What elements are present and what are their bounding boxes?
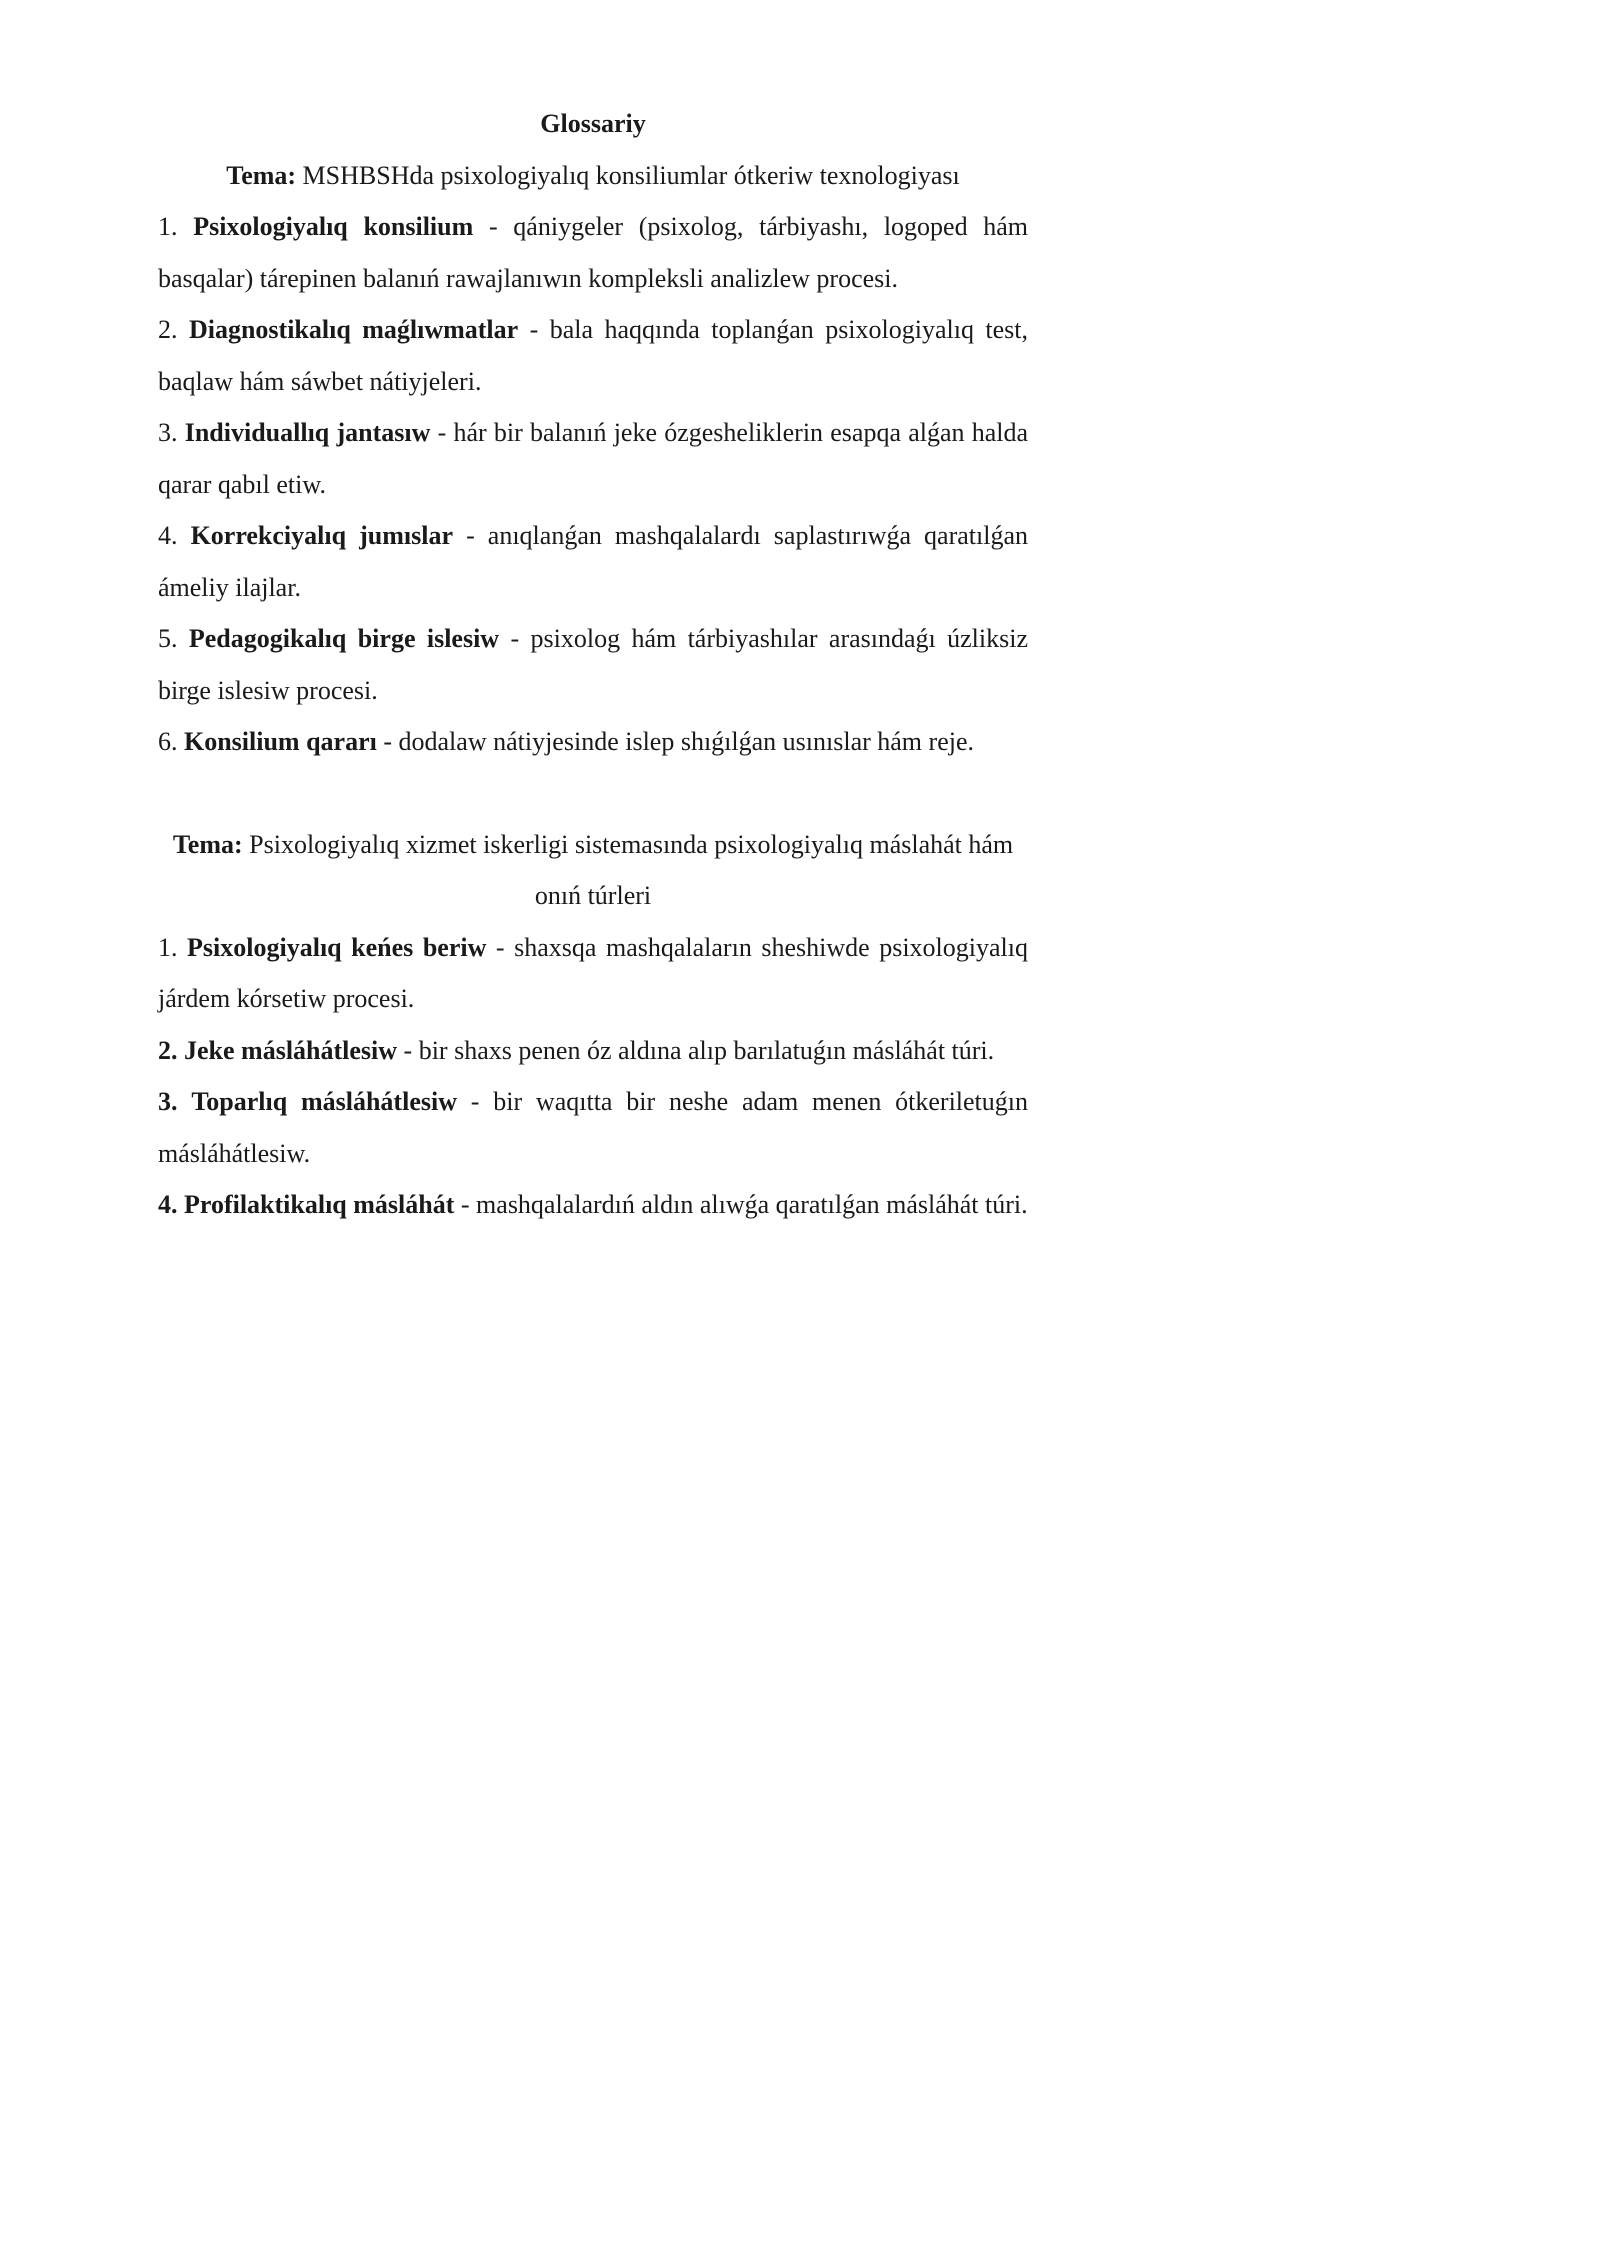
entry-number: 1. xyxy=(158,212,178,241)
entry-term: Jeke másláhátlesiw xyxy=(184,1035,398,1065)
entry-number: 4. xyxy=(158,1190,178,1219)
entry-term: Konsilium qararı xyxy=(184,727,377,756)
entry-definition: - shaxsqa mashqalaların sheshiwde psixologiyalıq járdem kórsetiw procesi. xyxy=(158,932,1028,1013)
glossary-entry xyxy=(158,510,1028,613)
section-spacer xyxy=(158,768,1028,819)
entry-term: Pedagogikalıq birge islesiw xyxy=(188,624,500,653)
glossary-entry xyxy=(158,613,1028,716)
document-page xyxy=(158,98,1028,1231)
entry-term: Diagnostikalıq maǵlıwmatlar xyxy=(188,315,519,344)
entry-definition: - bir waqıtta bir neshe adam menen ótkeriletuǵın másláhátlesiw. xyxy=(158,1087,1029,1168)
glossary-entry xyxy=(158,1025,1028,1077)
entry-term: Psixologiyalıq keńes beriw xyxy=(187,932,487,962)
section2-topic-text: Psixologiyalıq xizmet iskerligi sistemasında psixologiyalıq máslahát hám onıń túrleri xyxy=(249,829,1014,910)
entry-number: 5. xyxy=(158,624,178,653)
entry-definition: - psixolog hám tárbiyashılar arasındaǵı úzliksiz birge islesiw procesi. xyxy=(158,624,1028,705)
entry-term: Korrekciyalıq jumıslar xyxy=(190,521,454,550)
glossary-entry xyxy=(158,1076,1028,1179)
entry-number: 3. xyxy=(158,418,178,447)
entry-term: Psixologiyalıq konsilium xyxy=(193,212,474,241)
entry-definition: - hár bir balanıń jeke ózgesheliklerin esapqa alǵan halda qarar qabıl etiw. xyxy=(158,418,1029,499)
glossary-entry xyxy=(158,201,1028,304)
entry-number: 6. xyxy=(158,727,178,756)
entry-definition: - bir shaxs penen óz aldına alıp barılatuǵın másláhát túri. xyxy=(403,1035,995,1065)
entry-definition: - mashqalalardıń aldın alıwǵa qaratılǵan másláhát túri. xyxy=(460,1190,1028,1219)
entry-term: Profilaktikalıq másláhát xyxy=(184,1190,455,1219)
glossary-entry xyxy=(158,1179,1028,1231)
entry-number: 2. xyxy=(158,315,178,344)
section1-topic-text: MSHBSHda psixologiyalıq konsiliumlar ótkeriw texnologiyası xyxy=(302,160,960,190)
entry-definition: - qániygeler (psixolog, tárbiyashı, logoped hám basqalar) tárepinen balanıń rawajlanıwın kompleksli analizlew procesi. xyxy=(158,212,1029,293)
glossary-entry xyxy=(158,922,1028,1025)
glossary-entry xyxy=(158,407,1028,510)
entry-definition: - bala haqqında toplanǵan psixologiyalıq test, baqlaw hám sáwbet nátiyjeleri. xyxy=(158,315,1029,396)
entry-number: 2. xyxy=(158,1035,178,1065)
entry-definition: - anıqlanǵan mashqalalardı saplastırıwǵa qaratılǵan ámeliy ilajlar. xyxy=(158,521,1029,602)
entry-number: 3. xyxy=(158,1087,178,1116)
section1-topic-label: Tema: xyxy=(226,160,297,190)
section1-topic xyxy=(158,150,1028,202)
entry-term: Individuallıq jantasıw xyxy=(184,418,431,447)
glossary-entry xyxy=(158,716,1028,768)
entry-number: 4. xyxy=(158,521,178,550)
entry-term: Toparlıq másláhátlesiw xyxy=(191,1087,457,1116)
entry-number: 1. xyxy=(158,932,178,962)
section2-topic xyxy=(158,819,1028,922)
section2-topic-label: Tema: xyxy=(172,829,243,859)
glossary-entry xyxy=(158,304,1028,407)
page-title: Glossariy xyxy=(540,109,646,138)
entry-definition: - dodalaw nátiyjesinde islep shıǵılǵan usınıslar hám reje. xyxy=(383,727,974,756)
